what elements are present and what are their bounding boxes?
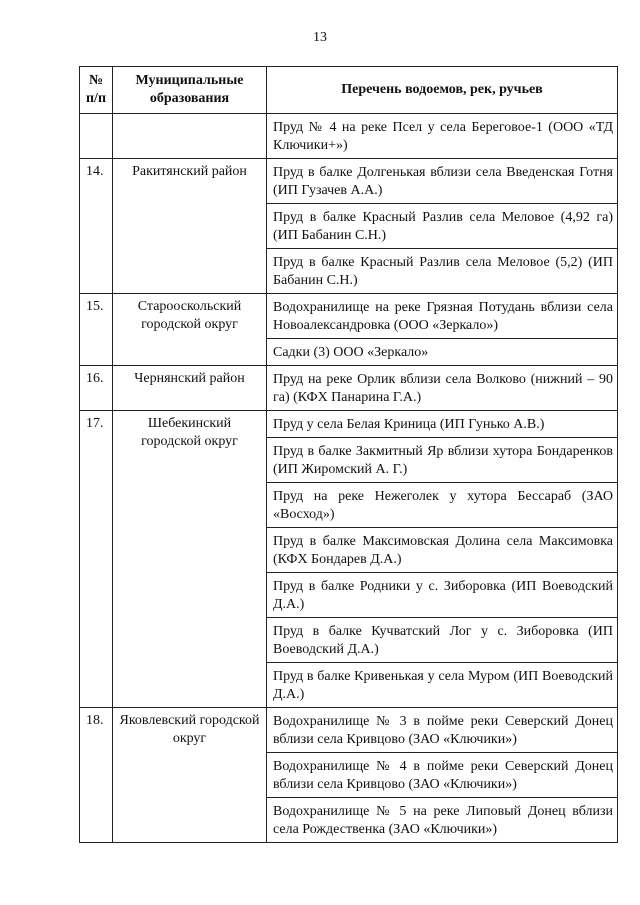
water-body-text: Водохранилище № 4 в пойме реки Северский Донец вблизи села Кривцово (ЗАО «Ключики») xyxy=(273,759,613,792)
row-number: 16. xyxy=(80,366,113,411)
page-number: 13 xyxy=(313,30,327,45)
row-number: 18. xyxy=(80,708,113,843)
water-body-text: Пруд в балке Красный Разлив села Меловое (4,92 га) (ИП Бабанин С.Н.) xyxy=(273,210,613,243)
row-number xyxy=(80,114,113,159)
water-body-text: Пруд на реке Орлик вблизи села Волково (нижний – 90 га) (КФХ Панарина Г.А.) xyxy=(273,372,613,405)
water-body-cell xyxy=(267,618,618,663)
water-body-text: Пруд в балке Долгенькая вблизи села Введенская Готня (ИП Гузачев А.А.) xyxy=(273,165,613,198)
water-body-cell xyxy=(267,798,618,843)
water-body-text: Водохранилище на реке Грязная Потудань вблизи села Новоалександровка (ООО «Зеркало») xyxy=(273,300,613,333)
water-body-cell xyxy=(267,483,618,528)
table-row xyxy=(80,159,618,204)
row-number: 15. xyxy=(80,294,113,366)
water-body-cell xyxy=(267,753,618,798)
water-body-text: Водохранилище № 3 в пойме реки Северский Донец вблизи села Кривцово (ЗАО «Ключики») xyxy=(273,714,613,747)
header-list: Перечень водоемов, рек, ручьев xyxy=(267,67,618,114)
municipality-name: Чернянский район xyxy=(113,366,267,411)
water-body-text: Пруд в балке Родники у с. Зиборовка (ИП Воеводский Д.А.) xyxy=(273,579,613,612)
water-body-cell xyxy=(267,438,618,483)
water-body-cell xyxy=(267,366,618,411)
water-body-text: Водохранилище № 5 на реке Липовый Донец вблизи села Рождественка (ЗАО «Ключики») xyxy=(273,804,613,837)
table-row xyxy=(80,411,618,438)
table-row xyxy=(80,366,618,411)
water-body-text: Пруд в балке Закмитный Яр вблизи хутора Бондаренков (ИП Жиромский А. Г.) xyxy=(273,444,613,477)
table-row xyxy=(80,294,618,339)
row-number: 14. xyxy=(80,159,113,294)
water-body-cell xyxy=(267,708,618,753)
water-body-cell xyxy=(267,294,618,339)
municipality-name: Шебекинский городской округ xyxy=(113,411,267,708)
water-body-text: Пруд в балке Красный Разлив села Меловое (5,2) (ИП Бабанин С.Н.) xyxy=(273,255,613,288)
water-body-cell xyxy=(267,573,618,618)
water-body-text: Пруд у села Белая Криница (ИП Гунько А.В.) xyxy=(273,417,545,432)
table-row xyxy=(80,114,618,159)
water-body-text: Пруд в балке Кривенькая у села Муром (ИП Воеводский Д.А.) xyxy=(273,669,613,702)
water-body-cell xyxy=(267,339,618,366)
table-header-row xyxy=(80,67,618,114)
water-body-cell xyxy=(267,528,618,573)
municipality-name xyxy=(113,114,267,159)
water-body-cell xyxy=(267,159,618,204)
water-body-text: Пруд в балке Кучватский Лог у с. Зиборовка (ИП Воеводский Д.А.) xyxy=(273,624,613,657)
water-body-cell xyxy=(267,114,618,159)
table-body xyxy=(80,114,618,843)
water-body-text: Пруд в балке Максимовская Долина села Максимовка (КФХ Бондарев Д.А.) xyxy=(273,534,613,567)
municipality-name: Яковлевский городской округ xyxy=(113,708,267,843)
water-body-text: Пруд на реке Нежеголек у хутора Бессараб (ЗАО «Восход») xyxy=(273,489,613,522)
water-body-cell xyxy=(267,249,618,294)
water-body-cell xyxy=(267,204,618,249)
header-municipality: Муниципальные образования xyxy=(113,67,267,114)
water-body-text: Пруд № 4 на реке Псел у села Береговое-1 (ООО «ТД Ключики+») xyxy=(273,120,613,153)
water-body-text: Садки (3) ООО «Зеркало» xyxy=(273,345,429,360)
table-row xyxy=(80,708,618,753)
header-num: № п/п xyxy=(80,67,113,114)
reservoir-table xyxy=(79,66,618,843)
water-body-cell xyxy=(267,411,618,438)
municipality-name: Старооскольский городской округ xyxy=(113,294,267,366)
water-body-cell xyxy=(267,663,618,708)
municipality-name: Ракитянский район xyxy=(113,159,267,294)
row-number: 17. xyxy=(80,411,113,708)
